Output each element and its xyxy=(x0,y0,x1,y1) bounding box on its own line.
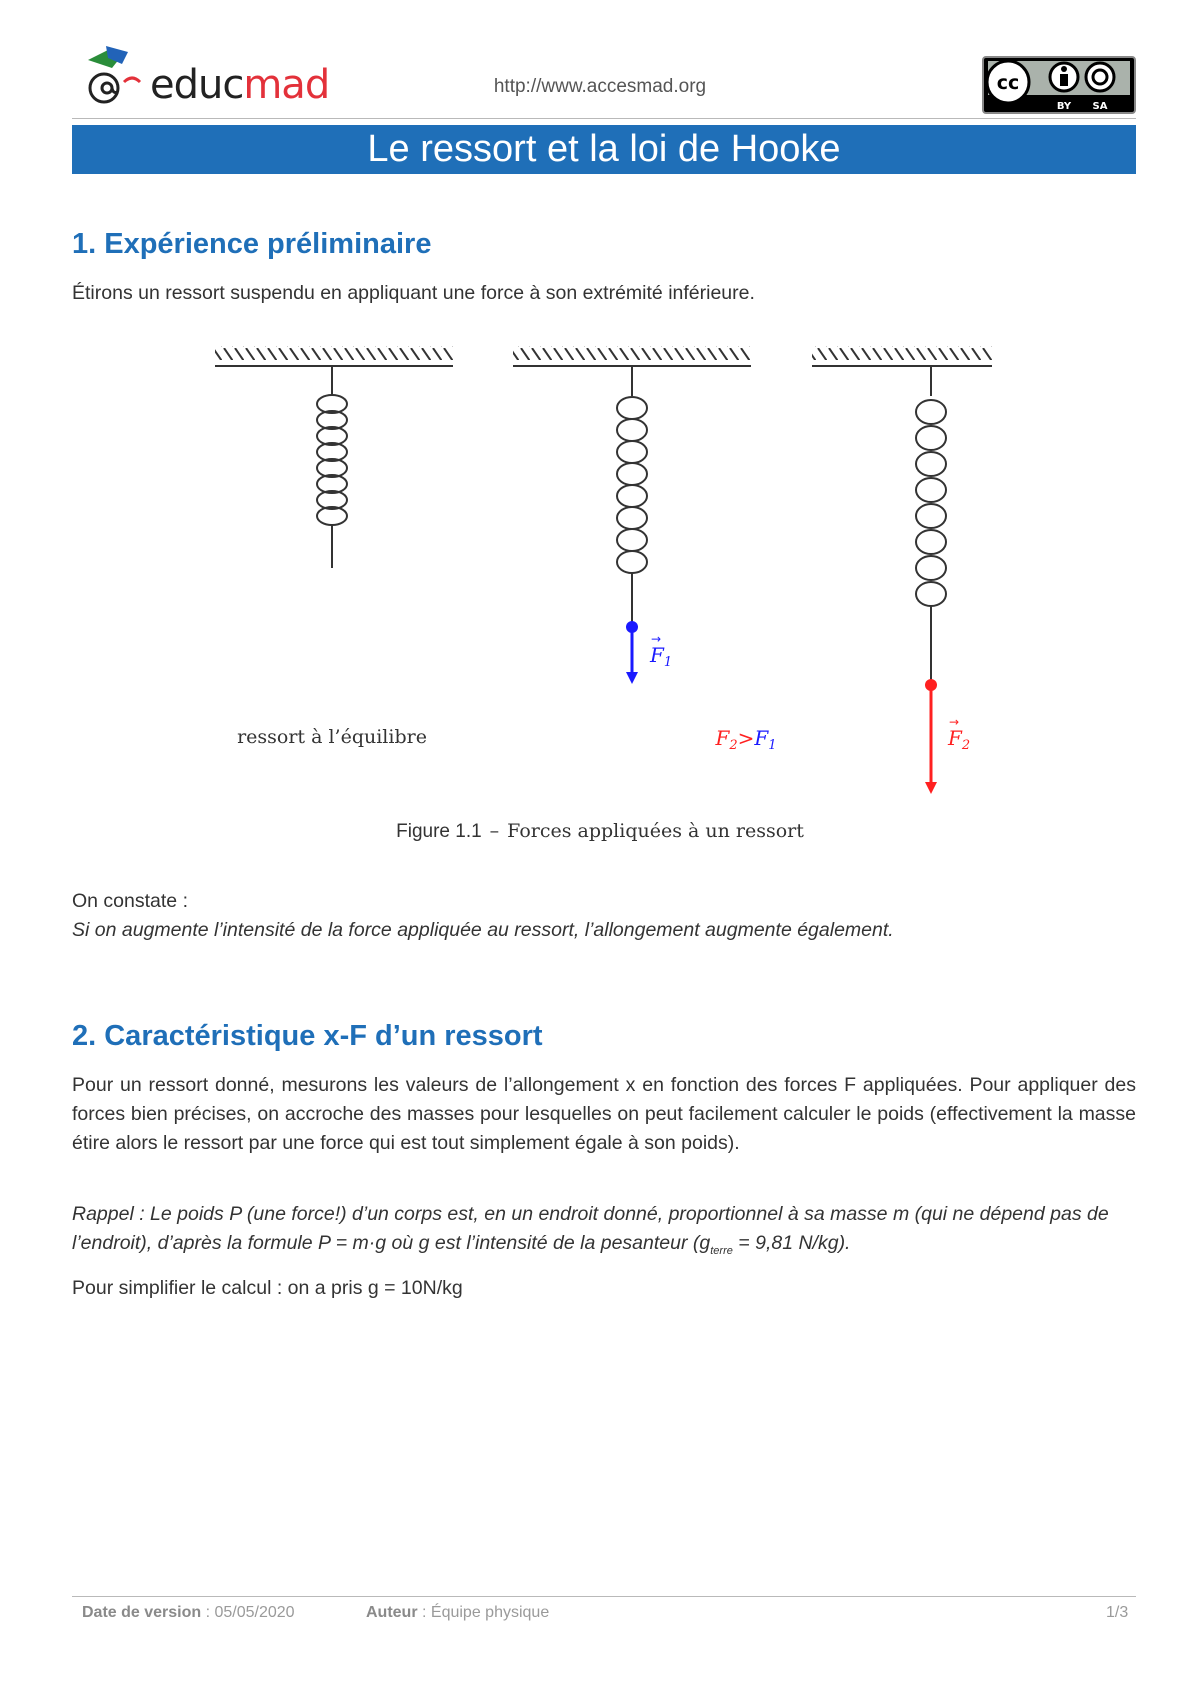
vector-arrow-icon: → xyxy=(949,715,960,729)
caption-text: Forces appliquées à un ressort xyxy=(507,820,804,842)
section-1-intro: Étirons un ressort suspendu en appliquant une force à son extrémité inférieure. xyxy=(72,282,755,304)
reminder-text: Rappel : Le poids P (une force!) d’un corps est, en un endroit donné, proportionnel à sa masse m (qui ne dépend pas de l’endroit), d’après la formule P = m·g où g est l’intensité de la pesanteur ($g_{terre} = 9,81$ N/kg). xyxy=(72,1203,1109,1257)
section-2-paragraph: Pour un ressort donné, mesurons les valeurs de l’allongement x en fonction des forces F appliquées. Pour appliquer des forces bien précises, on accroche des masses pour lesquelles on peut facilement calculer le poids (effectivement la masse étire alors le ressort par une force qui est tout simplement égale à son poids). xyxy=(72,1074,1136,1154)
license-by-label: BY xyxy=(1056,101,1072,112)
section-2-heading: 2. Caractéristique x-F d’un ressort xyxy=(72,1020,543,1052)
footer-author: Auteur : Équipe physique xyxy=(366,1604,550,1621)
footer-date: Date de version : 05/05/2020 xyxy=(82,1604,295,1621)
spring-f1 xyxy=(513,346,751,684)
footer-divider xyxy=(72,1596,1136,1597)
section-1-heading: 1. Expérience préliminaire xyxy=(72,228,432,260)
caption-name: Figure 1.1 xyxy=(396,821,482,842)
spring-figure xyxy=(200,332,1010,802)
share-alike-icon xyxy=(1086,63,1114,91)
header-divider xyxy=(72,118,1136,119)
cc-license-badge xyxy=(982,56,1136,114)
logo-brand-suffix: mad xyxy=(243,62,330,108)
observation-label: On constate : xyxy=(72,890,188,912)
simplify-text: Pour simplifier le calcul : on a pris g = 10N/kg xyxy=(72,1277,463,1299)
header-url[interactable]: http://www.accesmad.org xyxy=(493,76,707,97)
spring-f2 xyxy=(812,346,992,794)
page-title: Le ressort et la loi de Hooke xyxy=(72,125,1136,174)
label-f2: $F_2$ xyxy=(948,726,971,753)
svg-text:cc: cc xyxy=(996,72,1020,94)
license-sa-label: SA xyxy=(1092,101,1108,112)
label-f1: $F_1$ xyxy=(650,643,673,670)
spring-equilibrium xyxy=(215,346,453,568)
footer-page-number: 1/3 xyxy=(1106,1604,1129,1621)
logo-brand-prefix: educ xyxy=(150,62,244,108)
figure-caption xyxy=(0,820,1200,843)
caption-dash: – xyxy=(489,820,500,842)
observation-text: Si on augmente l’intensité de la force appliquée au ressort, l’allongement augmente également. xyxy=(72,919,894,941)
label-equilibrium: ressort à l’équilibre xyxy=(237,726,427,748)
label-comparison: $F_2>F_1$ xyxy=(715,726,777,753)
vector-arrow-icon: → xyxy=(651,632,662,646)
